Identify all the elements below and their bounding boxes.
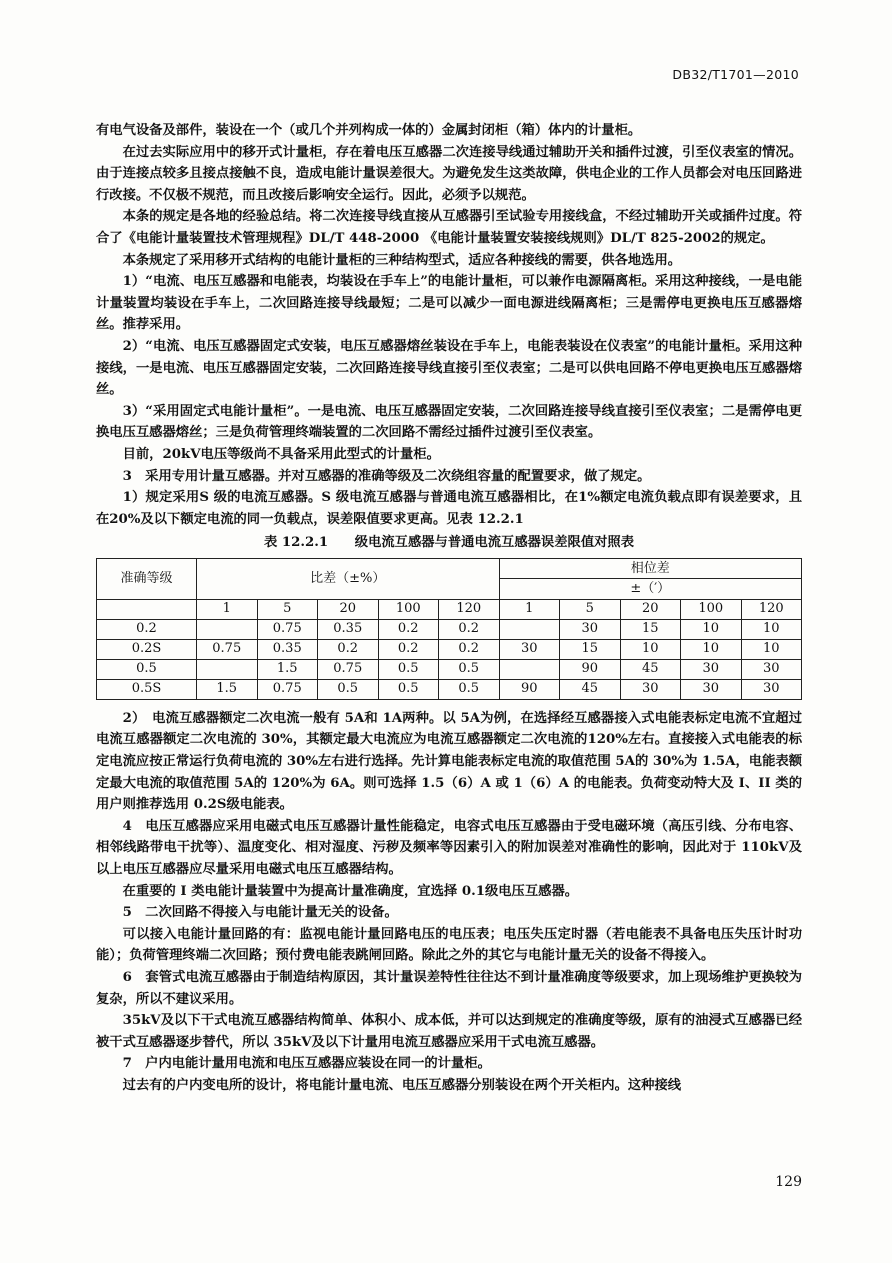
ratio-value-cell: 0.2	[378, 639, 439, 659]
phase-value-cell: 10	[741, 639, 802, 659]
load-point-cell: 120	[741, 599, 802, 619]
header-phase-unit: ±（′）	[499, 579, 802, 600]
paragraphs-after-table	[96, 708, 802, 1097]
table-row	[97, 659, 802, 679]
paragraph: 有电气设备及部件，装设在一个（或几个并列构成一体的）金属封闭柜（箱）体内的计量柜。	[96, 123, 642, 138]
ratio-value-cell: 0.5	[439, 659, 500, 679]
ratio-value-cell: 0.2	[439, 639, 500, 659]
phase-value-cell	[499, 659, 560, 679]
load-point-cell: 20	[620, 599, 681, 619]
load-point-row	[97, 599, 802, 619]
blank-cell	[97, 599, 197, 619]
phase-value-cell: 30	[681, 679, 742, 699]
phase-value-cell: 10	[681, 619, 742, 639]
accuracy-grade-cell: 0.2S	[97, 639, 197, 659]
paragraph: 在重要的 I 类电能计量装置中为提高计量准确度，宜选择 0.1级电压互感器。	[122, 883, 579, 899]
paragraph: 1）“电流、电压互感器和电能表，均装设在手车上”的电能计量柜，可以兼作电源隔离柜。采用这种接线，一是电能计量装置均装设在手车上，二次回路连接导线最短；二是可以减少一面电源进线隔离柜；三是需停电更换电压互感器熔丝。推荐采用。	[96, 274, 802, 333]
table-row	[97, 619, 802, 639]
accuracy-grade-cell: 0.5	[97, 659, 197, 679]
paragraph: 35kV及以下干式电流互感器结构简单、体积小、成本低，并可以达到规定的准确度等级，原有的油浸式互感器已经被干式互感器逐步替代，所以 35kV及以下计量用电流互感器应采用干式电流互感器。	[96, 1013, 802, 1050]
paragraph: 6 套管式电流互感器由于制造结构原因，其计量误差特性往往达不到计量准确度等级要求，加上现场维护更换较为复杂，所以不建议采用。	[96, 970, 802, 1007]
phase-value-cell: 30	[681, 659, 742, 679]
load-point-cell: 20	[318, 599, 379, 619]
phase-value-cell: 90	[499, 679, 560, 699]
load-point-cell: 1	[197, 599, 258, 619]
ratio-value-cell: 1.5	[197, 679, 258, 699]
phase-value-cell: 15	[560, 639, 621, 659]
ratio-value-cell: 0.5	[378, 659, 439, 679]
phase-value-cell: 15	[620, 619, 681, 639]
paragraph: 本条的规定是各地的经验总结。将二次连接导线直接从互感器引至试验专用接线盒，不经过辅助开关或插件过度。符合了《电能计量装置技术管理规程》DL/T 448-2000 《电能计量装置安装接线规则》DL/T 825-2002的规定。	[96, 209, 802, 246]
paragraph: 3 采用专用计量互感器。并对互感器的准确等级及二次绕组容量的配置要求，做了规定。	[122, 468, 651, 484]
ratio-value-cell	[197, 619, 258, 639]
ratio-value-cell: 0.2	[378, 619, 439, 639]
ratio-value-cell: 0.35	[318, 619, 379, 639]
phase-value-cell: 30	[620, 679, 681, 699]
phase-value-cell: 90	[560, 659, 621, 679]
paragraphs-before-table	[96, 120, 802, 530]
phase-value-cell: 45	[560, 679, 621, 699]
ratio-value-cell: 0.75	[197, 639, 258, 659]
ratio-value-cell: 0.35	[257, 639, 318, 659]
ratio-value-cell: 0.2	[318, 639, 379, 659]
paragraph: 2） 电流互感器额定二次电流一般有 5A和 1A两种。以 5A为例，在选择经互感器接入式电能表标定电流不宜超过电流互感器额定二次电流的 30%，其额定最大电流应为电流互感器额定二次电流的120%左右。直接接入式电能表的标定电流应按正常运行负荷电流的 30%左右进行选择。先计算电能表标定电流的取值范围 5A的 30%为 1.5A，电能表额定最大电流的取值范围 5A的 120%为 6A。则可选择 1.5（6）A 或 1（6）A 的电能表。负荷变动特大及 I、II 类的用户则推荐选用 0.2S级电能表。	[96, 710, 802, 813]
paragraph: 在过去实际应用中的移开式计量柜，存在着电压互感器二次连接导线通过辅助开关和插件过渡，引至仪表室的情况。由于连接点较多且接点接触不良，造成电能计量误差很大。为避免发生这类故障，供电企业的工作人员都会对电压回路进行改接。不仅极不规范，而且改接后影响安全运行。因此，必须予以规范。	[96, 144, 802, 203]
paragraph: 过去有的户内变电所的设计，将电能计量电流、电压互感器分别装设在两个开关柜内。这种接线	[122, 1077, 682, 1093]
phase-value-cell: 30	[560, 619, 621, 639]
body-text	[96, 120, 802, 1097]
ratio-value-cell: 0.75	[257, 679, 318, 699]
ratio-value-cell: 0.5	[439, 679, 500, 699]
load-point-cell: 1	[499, 599, 560, 619]
paragraph: 可以接入电能计量回路的有：监视电能计量回路电压的电压表；电压失压定时器（若电能表不具备电压失压计时功能）；负荷管理终端二次回路；预付费电能表跳闸回路。除此之外的其它与电能计量无关的设备不得接入。	[96, 926, 802, 964]
table-row	[97, 639, 802, 659]
paragraph: 本条规定了采用移开式结构的电能计量柜的三种结构型式，适应各种接线的需要，供各地选用。	[122, 252, 682, 268]
load-point-cell: 5	[560, 599, 621, 619]
paragraph: 7 户内电能计量用电流和电压互感器应装设在同一的计量柜。	[122, 1056, 491, 1072]
paragraph: 5 二次回路不得接入与电能计量无关的设备。	[122, 905, 398, 921]
ratio-value-cell: 0.2	[439, 619, 500, 639]
accuracy-grade-cell: 0.2	[97, 619, 197, 639]
load-point-cell: 5	[257, 599, 318, 619]
page-number: 129	[775, 1174, 802, 1190]
phase-value-cell: 45	[620, 659, 681, 679]
ratio-value-cell: 0.5	[378, 679, 439, 699]
paragraph: 3）“采用固定式电能计量柜”。一是电流、电压互感器固定安装，二次回路连接导线直接引至仪表室；二是需停电更换电压互感器熔丝；三是负荷管理终端装置的二次回路不需经过插件过渡引至仪表室。	[96, 403, 802, 441]
document-code: DB32/T1701—2010	[672, 67, 799, 82]
table-row	[97, 679, 802, 699]
error-limit-table	[96, 558, 802, 700]
phase-value-cell: 30	[499, 639, 560, 659]
paragraph: 1）规定采用S 级的电流互感器。S 级电流互感器与普通电流互感器相比，在1%额定电流负载点即有误差要求，且在20%及以下额定电流的同一负载点，误差限值要求更高。见表 12.2.1	[96, 490, 802, 527]
phase-value-cell: 10	[681, 639, 742, 659]
ratio-value-cell: 0.5	[318, 679, 379, 699]
phase-value-cell: 10	[741, 619, 802, 639]
load-point-cell: 100	[378, 599, 439, 619]
paragraph: 目前，20kV电压等级尚不具备采用此型式的计量柜。	[122, 446, 440, 462]
ratio-value-cell: 0.75	[257, 619, 318, 639]
load-point-cell: 120	[439, 599, 500, 619]
phase-value-cell: 30	[741, 679, 802, 699]
header-phase-error: 相位差	[499, 558, 802, 579]
header-accuracy-grade: 准确等级	[97, 558, 197, 599]
phase-value-cell	[499, 619, 560, 639]
load-point-cell: 100	[681, 599, 742, 619]
header-ratio-error: 比差（±%）	[197, 558, 500, 599]
accuracy-grade-cell: 0.5S	[97, 679, 197, 699]
phase-value-cell: 30	[741, 659, 802, 679]
ratio-value-cell: 0.75	[318, 659, 379, 679]
phase-value-cell: 10	[620, 639, 681, 659]
ratio-value-cell: 1.5	[257, 659, 318, 679]
paragraph: 4 电压互感器应采用电磁式电压互感器计量性能稳定，电容式电压互感器由于受电磁环境（高压引线、分布电容、相邻线路带电干扰等）、温度变化、相对湿度、污秽及频率等因素引入的附加误差对准确性的影响，因此对于 110kV及以上电压互感器应尽量采用电磁式电压互感器结构。	[96, 818, 802, 878]
ratio-value-cell	[197, 659, 258, 679]
paragraph: 2）“电流、电压互感器固定式安装，电压互感器熔丝装设在手车上，电能表装设在仪表室”的电能计量柜。采用这种接线，一是电流、电压互感器固定安装，二次回路连接导线直接引至仪表室；二是可以供电回路不停电更换电压互感器熔丝。	[96, 338, 802, 398]
table-caption: 表 12.2.1 级电流互感器与普通电流互感器误差限值对照表	[263, 535, 635, 551]
